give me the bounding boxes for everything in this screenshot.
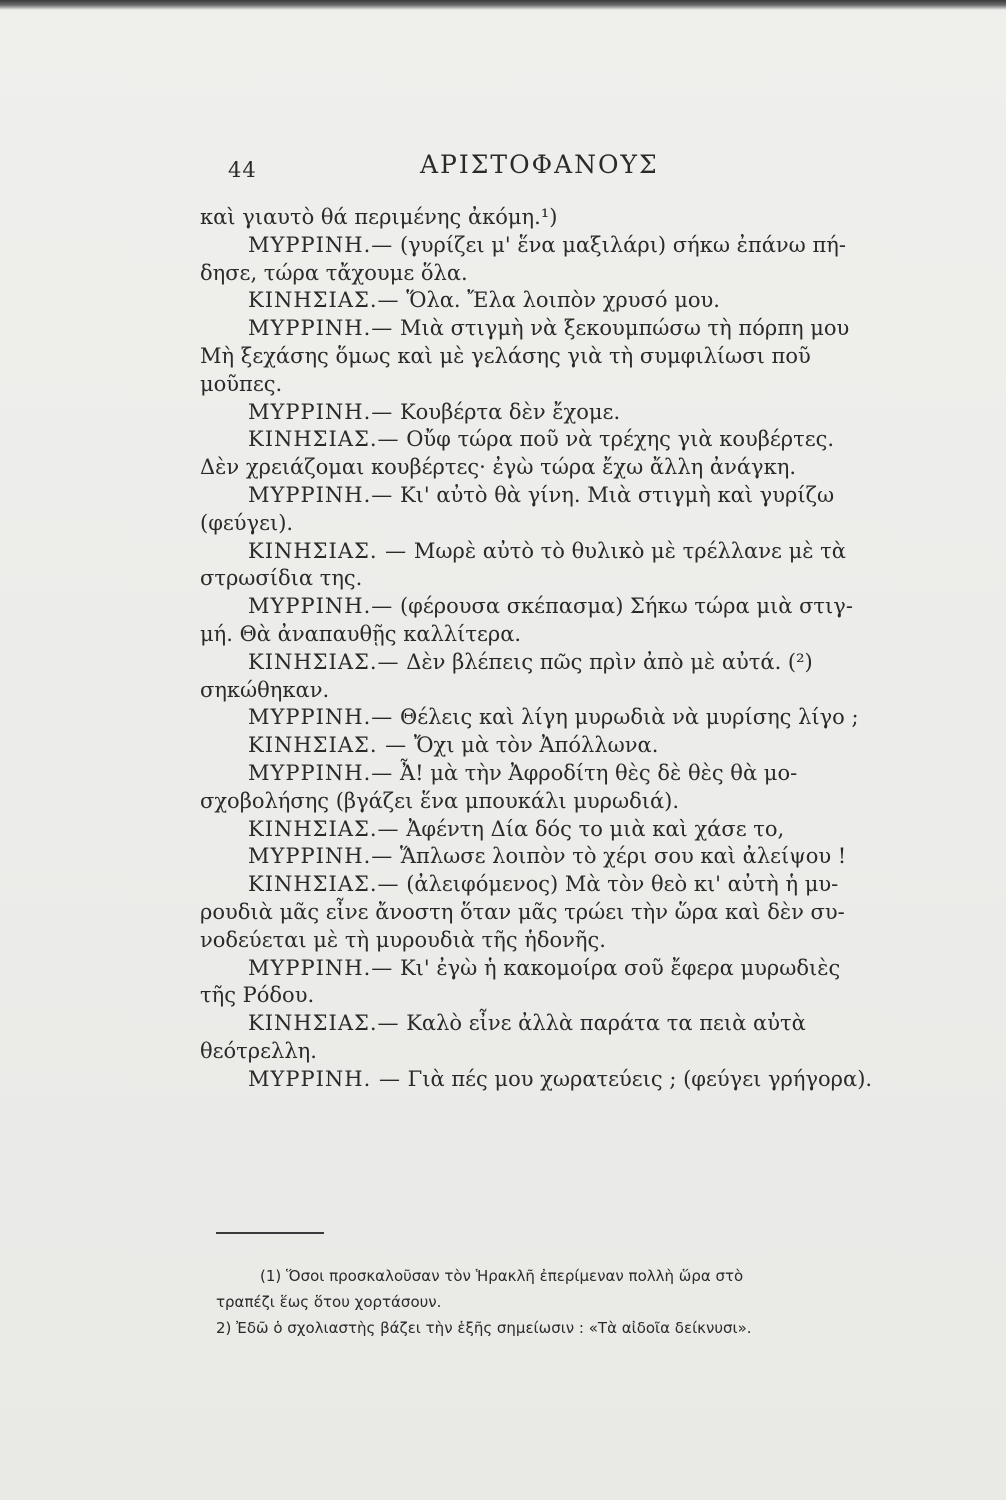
footnote-rule (216, 1232, 324, 1234)
text-line (200, 677, 915, 705)
line-text: ρουδιὰ μᾶς εἶνε ἄνοστη ὅταν μᾶς τρώει τὴν ὥρα καὶ δὲν συ- (200, 899, 845, 924)
speaker-name: ΚΙΝΗΣΙΑΣ.— (248, 1011, 400, 1036)
text-line (200, 204, 915, 232)
line-text: Ὅλα. Ἔλα λοιπὸν χρυσό μου. (406, 288, 720, 313)
line-text: μοῦπες. (200, 371, 283, 396)
text-line (200, 871, 915, 899)
line-text: μή. Θὰ ἀναπαυθῇς καλλίτερα. (200, 621, 522, 646)
speaker-name: ΜΥΡΡΙΝΗ.— (248, 955, 394, 980)
speaker-name: ΜΥΡΡΙΝΗ. — (248, 1066, 401, 1091)
text-line (200, 593, 915, 621)
text-line (200, 510, 915, 538)
line-text: τῆς Ρόδου. (200, 983, 315, 1008)
line-text: Κι' ἐγὼ ἡ κακομοίρα σοῦ ἔφερα μυρωδιὲς (399, 955, 841, 980)
text-line (200, 955, 915, 983)
speaker-name: ΜΥΡΡΙΝΗ.— (248, 594, 394, 619)
text-line (200, 260, 915, 288)
line-text: δησε, τώρα τἄχουμε ὅλα. (200, 260, 468, 285)
line-text: σχοβολήσης (βγάζει ἕνα μπουκάλι μυρωδιά). (200, 788, 680, 813)
line-text: καὶ γιαυτὸ θά περιμένης ἀκόμη.¹) (200, 205, 558, 229)
speaker-name: ΚΙΝΗΣΙΑΣ.— (248, 649, 400, 674)
line-text: Μὴ ξεχάσης ὅμως καὶ μὲ γελάσης γιὰ τὴ συμφιλίωσι ποῦ (200, 343, 811, 368)
text-line (200, 816, 915, 844)
scan-top-edge (0, 0, 1006, 10)
text-line (200, 1066, 915, 1094)
line-text: Ἅπλωσε λοιπὸν τὸ χέρι σου καὶ ἀλείψου ! (399, 844, 847, 869)
speaker-name: ΜΥΡΡΙΝΗ.— (248, 232, 394, 257)
running-head: ΑΡΙΣΤΟΦΑΝΟΥΣ (420, 150, 659, 179)
speaker-name: ΜΥΡΡΙΝΗ.— (248, 482, 394, 507)
speaker-name: ΜΥΡΡΙΝΗ.— (248, 844, 394, 869)
text-line (200, 1038, 915, 1066)
text-line (200, 732, 915, 760)
text-line (200, 565, 915, 593)
text-line (200, 927, 915, 955)
line-text: στρωσίδια της. (200, 566, 363, 591)
line-text: Δὲν χρειάζομαι κουβέρτες· ἐγὼ τώρα ἔχω ἄλλη ἀνάγκη. (200, 455, 796, 480)
line-text: Ἀφέντη Δία δός το μιὰ καὶ χάσε το, (406, 816, 785, 841)
footnote-2: 2) Ἐδῶ ὁ σχολιαστὴς βάζει τὴν ἑξῆς σημείωσιν : «Τὰ αἰδοῖα δείκνυσι». (216, 1319, 752, 1337)
text-line (200, 343, 915, 371)
speaker-name: ΜΥΡΡΙΝΗ.— (248, 316, 394, 341)
text-line (200, 287, 915, 315)
text-line (200, 482, 915, 510)
line-text: Καλὸ εἶνε ἀλλὰ παράτα τα πειὰ αὐτὰ (406, 1011, 806, 1036)
speaker-name: ΜΥΡΡΙΝΗ.— (248, 760, 394, 785)
speaker-name: ΚΙΝΗΣΙΑΣ.— (248, 872, 400, 897)
text-line (200, 704, 915, 732)
speaker-name: ΚΙΝΗΣΙΑΣ. — (248, 733, 408, 758)
line-text: Θέλεις καὶ λίγη μυρωδιὰ νὰ μυρίσης λίγο ; (399, 705, 859, 730)
text-line (200, 760, 915, 788)
footnotes (216, 1263, 916, 1341)
text-line (200, 232, 915, 260)
text-line (200, 982, 915, 1010)
speaker-name: ΚΙΝΗΣΙΑΣ.— (248, 816, 400, 841)
speaker-name: ΜΥΡΡΙΝΗ.— (248, 705, 394, 730)
text-line (200, 538, 915, 566)
speaker-name: ΜΥΡΡΙΝΗ.— (248, 399, 394, 424)
speaker-name: ΚΙΝΗΣΙΑΣ.— (248, 288, 400, 313)
text-line (200, 649, 915, 677)
line-text: (φέρουσα σκέπασμα) Σήκω τώρα μιὰ στιγ- (399, 594, 853, 619)
text-line (200, 788, 915, 816)
text-line (200, 843, 915, 871)
line-text: (ἀλειφόμενος) Μὰ τὸν θεὸ κι' αὐτὴ ἡ μυ- (406, 872, 839, 897)
page-number: 44 (228, 158, 257, 182)
line-text: Γιὰ πές μου χωρατεύεις ; (φεύγει γρήγορα). (407, 1066, 873, 1091)
line-text: (φεύγει). (200, 510, 294, 535)
text-line (200, 621, 915, 649)
speaker-name: ΚΙΝΗΣΙΑΣ.— (248, 427, 400, 452)
line-text: Οὔφ τώρα ποῦ νὰ τρέχης γιὰ κουβέρτες. (406, 427, 835, 452)
text-line (200, 426, 915, 454)
line-text: Ἆ! μὰ τὴν Ἀφροδίτη θὲς δὲ θὲς θὰ μο- (399, 760, 798, 785)
line-text: νοδεύεται μὲ τὴ μυρουδιὰ τῆς ἡδονῆς. (200, 927, 606, 952)
footnote-1-continued: τραπέζι ἕως ὅτου χορτάσουν. (216, 1293, 442, 1311)
text-line (200, 371, 915, 399)
line-text: Κουβέρτα δὲν ἔχομε. (399, 399, 621, 424)
text-line (200, 454, 915, 482)
line-text: Ὄχι μὰ τὸν Ἀπόλλωνα. (413, 733, 659, 758)
line-text: Δὲν βλέπεις πῶς πρὶν ἀπὸ μὲ αὐτά. (²) (406, 649, 813, 674)
line-text: Κι' αὐτὸ θὰ γίνη. Μιὰ στιγμὴ καὶ γυρίζω (399, 482, 835, 507)
line-text: Μωρὲ αὐτὸ τὸ θυλικὸ μὲ τρέλλανε μὲ τὰ (413, 538, 846, 563)
dialogue-text (200, 204, 915, 1094)
line-text: (γυρίζει μ' ἕνα μαξιλάρι) σήκω ἐπάνω πή- (399, 232, 846, 257)
text-line (200, 899, 915, 927)
text-line (200, 1010, 915, 1038)
footnote-1: (1) Ὅσοι προσκαλοῦσαν τὸν Ἡρακλῆ ἐπερίμεναν πολλὴ ὥρα στὸ (260, 1267, 744, 1285)
text-line (200, 315, 915, 343)
speaker-name: ΚΙΝΗΣΙΑΣ. — (248, 538, 408, 563)
text-line (200, 399, 915, 427)
line-text: θεότρελλη. (200, 1038, 317, 1063)
line-text: Μιὰ στιγμὴ νὰ ξεκουμπώσω τὴ πόρπη μου (399, 316, 850, 341)
line-text: σηκώθηκαν. (200, 677, 330, 702)
